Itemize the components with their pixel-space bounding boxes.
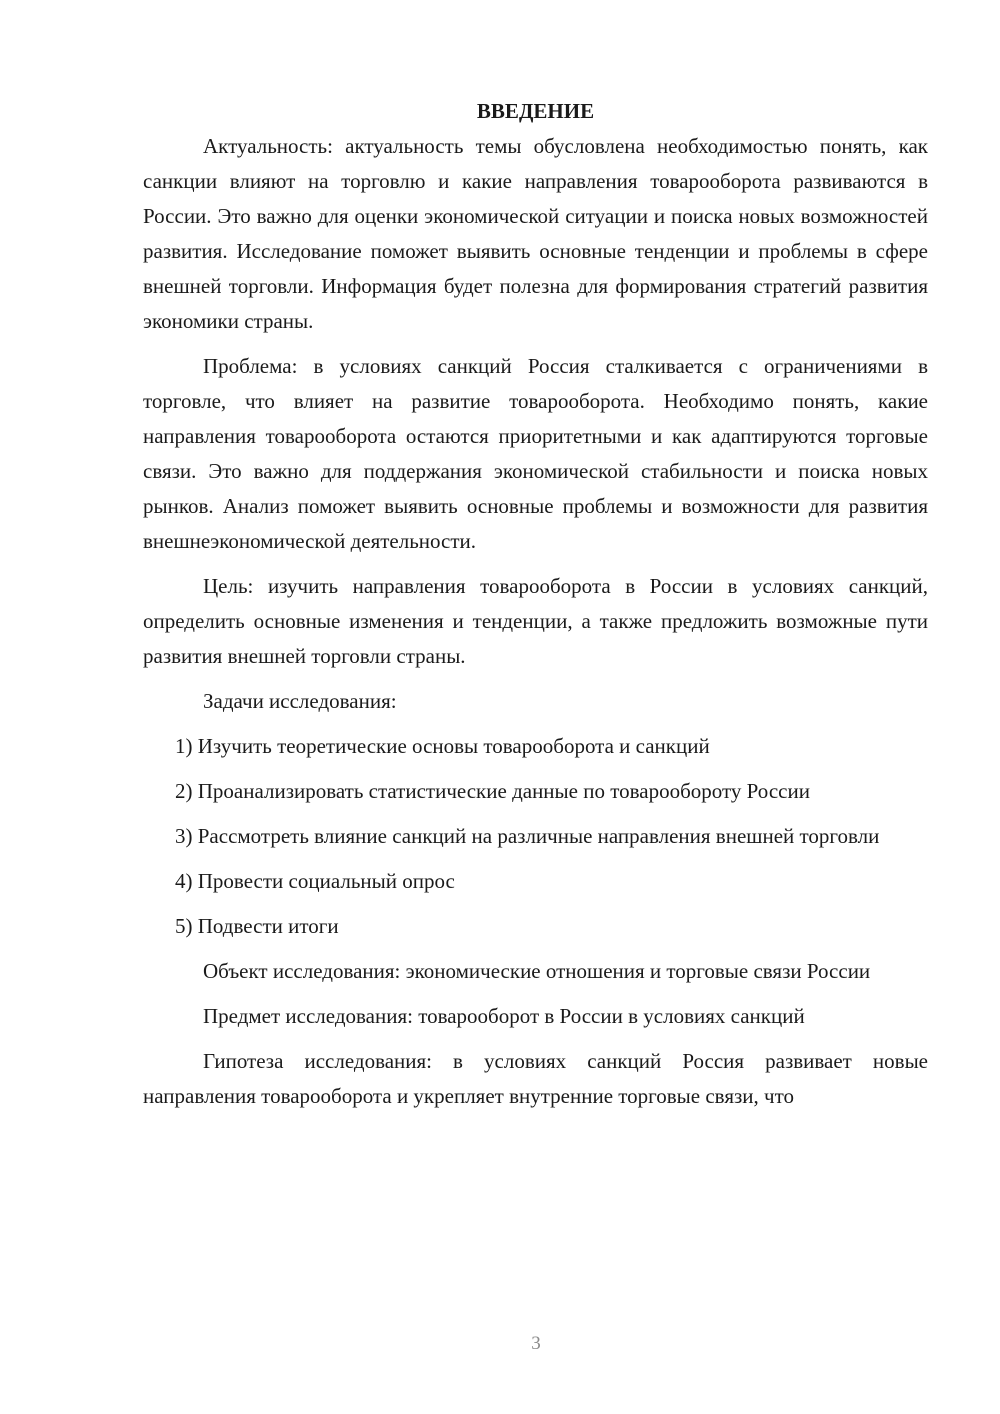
task-item-4: 4) Провести социальный опрос [175,869,455,893]
paragraph-relevance: Актуальность: актуальность темы обусловлена необходимостью понять, как санкции влияют на торговлю и какие направления товарооборота развиваются в России. Это важно для оценки экономической ситуации и поиска новых возможностей развития. Исследование поможет выявить основные тенденции и проблемы в сфере внешней торговли. Информация будет полезна для формирования стратегий развития экономики страны. [143,134,928,333]
page-number: 3 [531,1333,541,1354]
task-item-3: 3) Рассмотреть влияние санкций на различные направления внешней торговли [175,824,880,848]
paragraph-problem: Проблема: в условиях санкций Россия сталкивается с ограничениями в торговле, что влияет на развитие товарооборота. Необходимо понять, какие направления товарооборота остаются приоритетными и как адаптируются торговые связи. Это важно для поддержания экономической стабильности и поиска новых рынков. Анализ поможет выявить основные проблемы и возможности для развития внешнеэкономической деятельности. [143,354,928,553]
page-title: ВВЕДЕНИЕ [476,99,595,123]
task-item-5: 5) Подвести итоги [175,914,339,938]
paragraph-tasks-heading: Задачи исследования: [203,689,397,713]
task-item-2: 2) Проанализировать статистические данные по товарообороту России [175,779,810,803]
paragraph-hypothesis: Гипотеза исследования: в условиях санкций Россия развивает новые направления товарооборота и укрепляет внутренние торговые связи, что [143,1049,928,1108]
paragraph-object: Объект исследования: экономические отношения и торговые связи России [203,959,871,983]
task-item-1: 1) Изучить теоретические основы товарооборота и санкций [175,734,710,758]
paragraph-subject: Предмет исследования: товарооборот в России в условиях санкций [203,1004,805,1028]
document-page [143,94,928,1114]
paragraph-goal: Цель: изучить направления товарооборота в России в условиях санкций, определить основные изменения и тенденции, а также предложить возможные пути развития внешней торговли страны. [143,574,928,668]
